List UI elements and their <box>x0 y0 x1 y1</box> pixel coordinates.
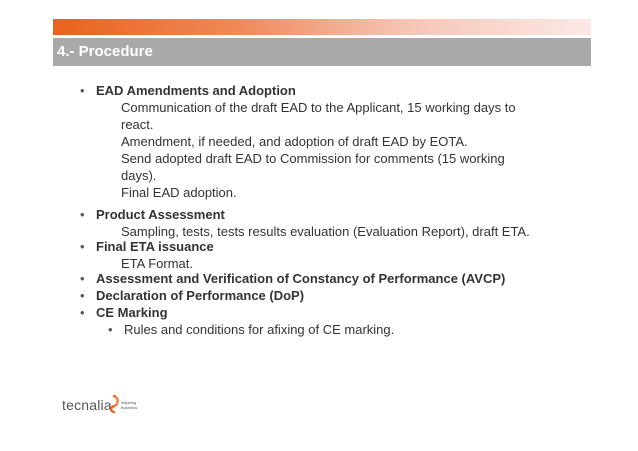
bullet-marker: • <box>80 239 85 254</box>
bullet-marker: • <box>80 305 85 320</box>
bullet-marker: • <box>80 207 85 222</box>
section-line: ETA Format. <box>121 256 193 271</box>
section-heading-final-eta: Final ETA issuance <box>96 239 214 254</box>
section-heading-avcp: Assessment and Verification of Constancy of Performance (AVCP) <box>96 271 506 286</box>
logo-wordmark: tecnalia <box>62 397 112 413</box>
sub-bullet-line: Rules and conditions for afixing of CE marking. <box>124 322 395 337</box>
bullet-marker: • <box>80 271 85 286</box>
section-line: Sampling, tests, tests results evaluation (Evaluation Report), draft ETA. <box>121 224 530 239</box>
logo-tagline-line2: Business <box>121 405 138 410</box>
section-line: Final EAD adoption. <box>121 185 237 200</box>
section-line: Amendment, if needed, and adoption of draft EAD by EOTA. <box>121 134 468 149</box>
section-line: react. <box>121 117 154 132</box>
section-heading-ce-marking: CE Marking <box>96 305 168 320</box>
bullet-marker: • <box>80 288 85 303</box>
swirl-logo-icon <box>106 395 122 413</box>
section-heading-dop: Declaration of Performance (DoP) <box>96 288 305 303</box>
bullet-marker: • <box>80 83 85 98</box>
logo-tagline-line1: Inspiring <box>121 400 137 405</box>
section-line: Send adopted draft EAD to Commission for comments (15 working <box>121 151 505 166</box>
logo-tagline <box>121 400 137 410</box>
section-line: Communication of the draft EAD to the Applicant, 15 working days to <box>121 100 516 115</box>
section-line: days). <box>121 168 157 183</box>
slide-title: 4.- Procedure <box>57 43 153 60</box>
section-heading-ead: EAD Amendments and Adoption <box>96 83 296 98</box>
section-heading-product-assessment: Product Assessment <box>96 207 225 222</box>
sub-bullet-marker: • <box>108 322 113 337</box>
